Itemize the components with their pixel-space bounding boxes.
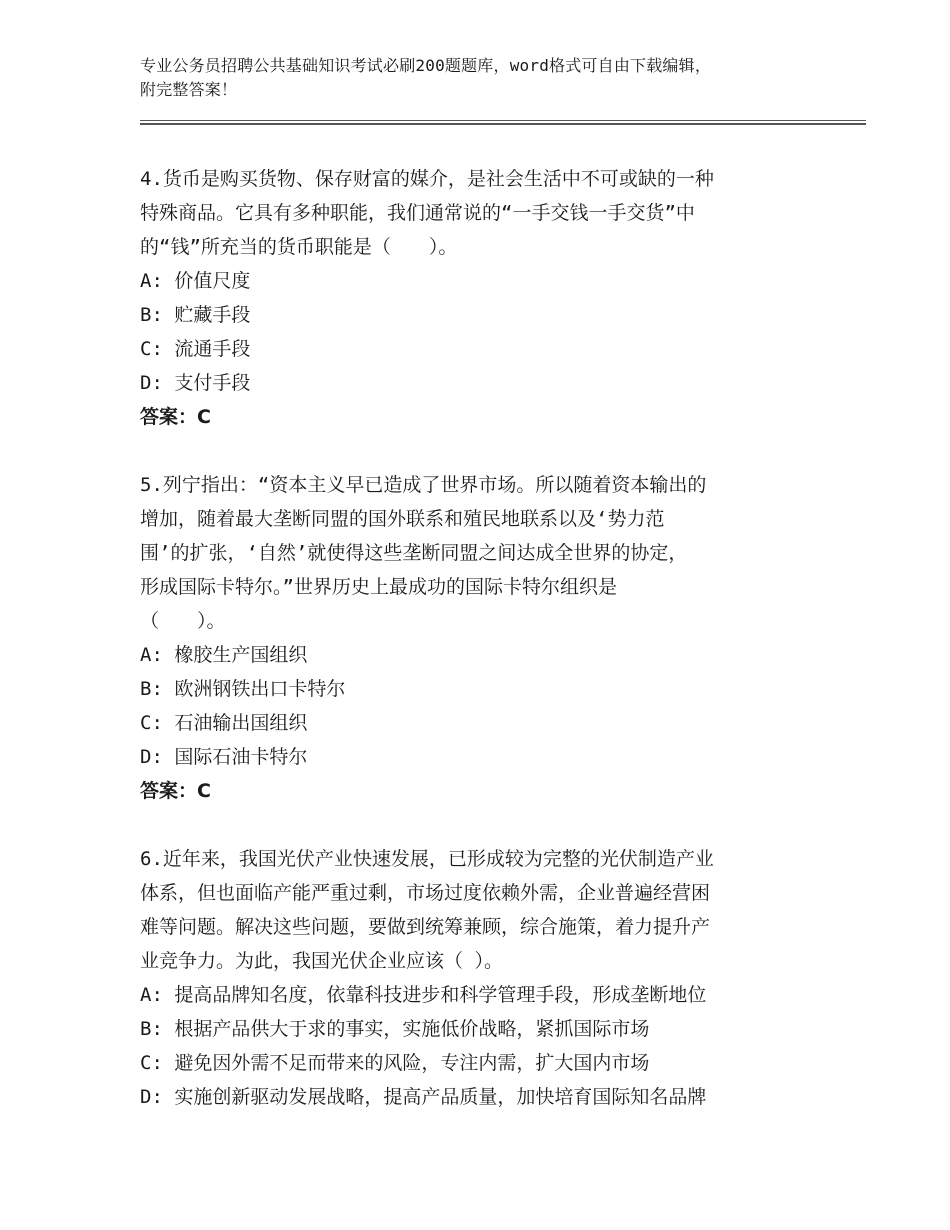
- option-c: C: 流通手段: [140, 338, 251, 360]
- spacer: [140, 808, 800, 842]
- question-stem-line: 形成国际卡特尔。”世界历史上最成功的国际卡特尔组织是: [140, 576, 617, 598]
- option-b: B: 欧洲钢铁出口卡特尔: [140, 678, 346, 700]
- question-stem-line: 增加，随着最大垄断同盟的国外联系和殖民地联系以及‘势力范: [140, 508, 665, 530]
- option-d: D: 实施创新驱动发展战略，提高产品质量，加快培育国际知名品牌: [140, 1086, 707, 1108]
- option-d: D: 国际石油卡特尔: [140, 746, 308, 768]
- option-c: C: 石油输出国组织: [140, 712, 308, 734]
- spacer: [140, 434, 800, 468]
- question-stem-line: 体系，但也面临产能严重过剩，市场过度依赖外需，企业普遍经营困: [140, 882, 711, 904]
- option-a: A: 提高品牌知名度，依靠科技进步和科学管理手段，形成垄断地位: [140, 984, 707, 1006]
- question-stem-line: 围’的扩张，‘自然’就使得这些垄断同盟之间达成全世界的协定，: [140, 542, 688, 564]
- question-stem-line: 的“钱”所充当的货币职能是（ ）。: [140, 236, 458, 258]
- question-stem-line: 特殊商品。它具有多种职能，我们通常说的“一手交钱一手交货”中: [140, 202, 695, 224]
- option-d: D: 支付手段: [140, 372, 251, 394]
- option-c: C: 避免因外需不足而带来的风险，专注内需，扩大国内市场: [140, 1052, 650, 1074]
- option-a: A: 橡胶生产国组织: [140, 644, 308, 666]
- question-4: [140, 162, 800, 434]
- header-rule-thick: [140, 123, 866, 125]
- question-stem-line: （ ）。: [140, 610, 226, 632]
- question-list: [140, 162, 800, 1114]
- answer-label: 答案：C: [140, 406, 211, 428]
- question-5: [140, 468, 800, 808]
- option-b: B: 根据产品供大于求的事实，实施低价战略，紧抓国际市场: [140, 1018, 650, 1040]
- question-stem-line: 4.货币是购买货物、保存财富的媒介，是社会生活中不可或缺的一种: [140, 168, 714, 190]
- question-stem-line: 业竞争力。为此，我国光伏企业应该（ ）。: [140, 950, 503, 972]
- question-stem-line: 难等问题。解决这些问题，要做到统筹兼顾，综合施策，着力提升产: [140, 916, 711, 938]
- question-stem-line: 6.近年来，我国光伏产业快速发展，已形成较为完整的光伏制造产业: [140, 848, 714, 870]
- option-a: A: 价值尺度: [140, 270, 251, 292]
- header-line-1: 专业公务员招聘公共基础知识考试必刷200题题库，word格式可自由下载编辑，: [140, 56, 712, 75]
- header-line-2: 附完整答案！: [140, 80, 238, 99]
- option-b: B: 贮藏手段: [140, 304, 251, 326]
- header-rule-thin: [140, 120, 866, 121]
- answer-label: 答案：C: [140, 780, 211, 802]
- question-6: [140, 842, 800, 1114]
- page-header: [140, 54, 870, 102]
- question-stem-line: 5.列宁指出：“资本主义早已造成了世界市场。所以随着资本输出的: [140, 474, 707, 496]
